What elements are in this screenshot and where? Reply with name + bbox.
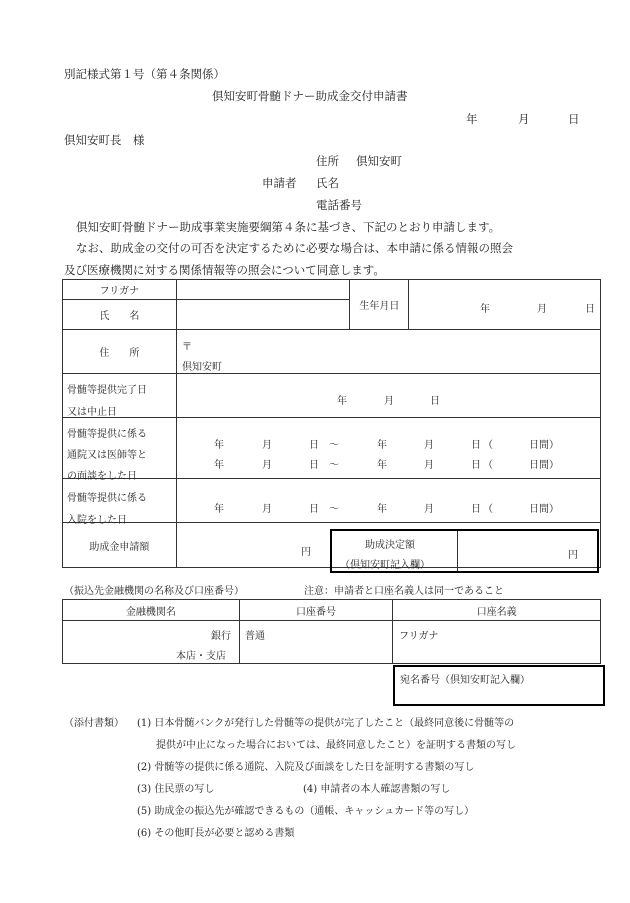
- name-label: 氏 名: [63, 300, 177, 330]
- decision-label-1: 助成決定額: [365, 540, 415, 551]
- hosp-paren: （: [483, 504, 493, 515]
- visit1-to-month: 月: [424, 440, 434, 451]
- visit2-from-year: 年: [214, 460, 224, 471]
- visit-line3: の面談をした日: [67, 471, 137, 482]
- decision-divider: [457, 531, 458, 571]
- date-year-label: 年: [466, 112, 478, 126]
- visit1-days: 日間）: [529, 440, 559, 451]
- visit1-to-year: 年: [377, 440, 387, 451]
- visit2-to-year: 年: [377, 460, 387, 471]
- name-field[interactable]: [176, 300, 350, 330]
- hosp-from-month: 月: [262, 504, 272, 515]
- date-day-label: 日: [568, 112, 580, 126]
- birth-month-label: 月: [537, 304, 547, 315]
- decision-amount-box: [330, 529, 599, 573]
- hosp-line2: 入院をした日: [67, 515, 127, 526]
- form-number: 別記様式第１号（第４条関係）: [64, 67, 225, 81]
- hosp-to-year: 年: [377, 504, 387, 515]
- attachment-3: (3) 住民票の写し: [137, 784, 215, 795]
- attachment-6: (6) その他町長が必要と認める書類: [137, 828, 295, 839]
- birthdate-label: 生年月日: [350, 280, 409, 330]
- attachment-2: (2) 骨髄等の提供に係る通院、入院及び面談をした日を証明する書類の写し: [137, 762, 475, 773]
- hosp-line1: 骨髄等提供に係る: [67, 493, 147, 504]
- bank-col-account-no: 口座番号: [239, 600, 393, 621]
- attachment-5: (5) 助成金の振込先が確認できるもの（通帳、キャッシュカード等の写し）: [137, 806, 475, 817]
- branch-suffix: 本店・支店: [176, 651, 226, 662]
- birth-year-label: 年: [480, 304, 490, 315]
- bank-suffix: 銀行: [211, 631, 231, 642]
- hosp-to-day: 日: [471, 504, 481, 515]
- furigana-label: フリガナ: [63, 280, 177, 300]
- hosp-tilde: ～: [329, 504, 339, 515]
- donation-year: 年: [337, 396, 347, 407]
- applicant-name-label: 氏名: [316, 176, 339, 190]
- applicant-phone-label: 電話番号: [316, 198, 362, 212]
- addressee: 倶知安町長 様: [64, 133, 145, 147]
- bank-col-institution: 金融機関名: [63, 600, 240, 621]
- address-field[interactable]: [176, 330, 600, 374]
- donation-month: 月: [384, 396, 394, 407]
- donation-day: 日: [430, 396, 440, 407]
- decision-label-2: （倶知安町記入欄）: [340, 560, 430, 571]
- applicant-info-table: [62, 279, 601, 568]
- visit2-tilde: ～: [329, 460, 339, 471]
- visit2-paren: （: [483, 460, 493, 471]
- applicant-address-label: 住所: [316, 154, 339, 168]
- visit2-from-month: 月: [262, 460, 272, 471]
- applicant-address-value: 倶知安町: [356, 154, 402, 168]
- attachments-label: （添付書類）: [64, 718, 124, 729]
- hosp-days: 日間）: [529, 504, 559, 515]
- address-town: 倶知安町: [182, 362, 222, 373]
- donation-done-line2: 又は中止日: [67, 407, 117, 418]
- visit1-from-day: 日: [309, 440, 319, 451]
- form-title: 倶知安町骨髄ドナー助成金交付申請書: [212, 89, 408, 103]
- visit1-from-month: 月: [262, 440, 272, 451]
- visit2-to-day: 日: [471, 460, 481, 471]
- address-number-box[interactable]: [393, 665, 605, 706]
- birthdate-field[interactable]: [409, 280, 601, 330]
- bank-col-holder: 口座名義: [393, 600, 601, 621]
- body-paragraph-2b: 及び医療機関に対する関係情報等の照会について同意します。: [64, 263, 385, 277]
- date-month-label: 月: [518, 112, 530, 126]
- visit1-to-day: 日: [471, 440, 481, 451]
- birth-day-label: 日: [585, 304, 595, 315]
- account-type: 普通: [245, 631, 265, 642]
- holder-furigana: フリガナ: [399, 631, 439, 642]
- visit1-tilde: ～: [329, 440, 339, 451]
- visit1-paren: （: [483, 440, 493, 451]
- apply-amount-field[interactable]: [176, 531, 329, 567]
- body-paragraph-1: 倶知安町骨髄ドナー助成事業実施要綱第４条に基づき、下記のとおり申請します。: [76, 220, 501, 234]
- postal-mark: 〒: [182, 342, 192, 353]
- attachment-4: (4) 申請者の本人確認書類の写し: [303, 784, 451, 795]
- address-label: 住 所: [63, 330, 177, 374]
- attachment-1a: (1) 日本骨髄バンクが発行した骨髄等の提供が完了したこと（最終同意後に骨髄等の: [137, 718, 515, 729]
- bank-notice: 注意：申請者と口座名義人は同一であること: [304, 586, 504, 597]
- attachment-1b: 提供が中止になった場合においては、最終同意したこと）を証明する書類の写し: [156, 740, 516, 751]
- hosp-to-month: 月: [424, 504, 434, 515]
- address-number-label: 宛名番号（倶知安町記入欄）: [400, 675, 530, 686]
- donation-done-line1: 骨髄等提供完了日: [67, 385, 147, 396]
- visit2-from-day: 日: [309, 460, 319, 471]
- apply-amount-label: 助成金申請額: [63, 523, 177, 568]
- bank-caption: （振込先金融機関の名称及び口座番号）: [64, 586, 244, 597]
- visit2-to-month: 月: [424, 460, 434, 471]
- visit-line1: 骨髄等提供に係る: [67, 429, 147, 440]
- hosp-from-day: 日: [309, 504, 319, 515]
- visit1-from-year: 年: [214, 440, 224, 451]
- apply-amount-yen: 円: [301, 547, 311, 558]
- furigana-field[interactable]: [176, 280, 350, 300]
- bank-table: [62, 599, 601, 664]
- hosp-from-year: 年: [214, 504, 224, 515]
- applicant-label: 申請者: [262, 176, 297, 190]
- visit-line2: 通院又は医師等と: [67, 450, 147, 461]
- visit2-days: 日間）: [529, 460, 559, 471]
- body-paragraph-2a: なお、助成金の交付の可否を決定するために必要な場合は、本申請に係る情報の照会: [76, 241, 513, 255]
- decision-yen: 円: [568, 550, 578, 561]
